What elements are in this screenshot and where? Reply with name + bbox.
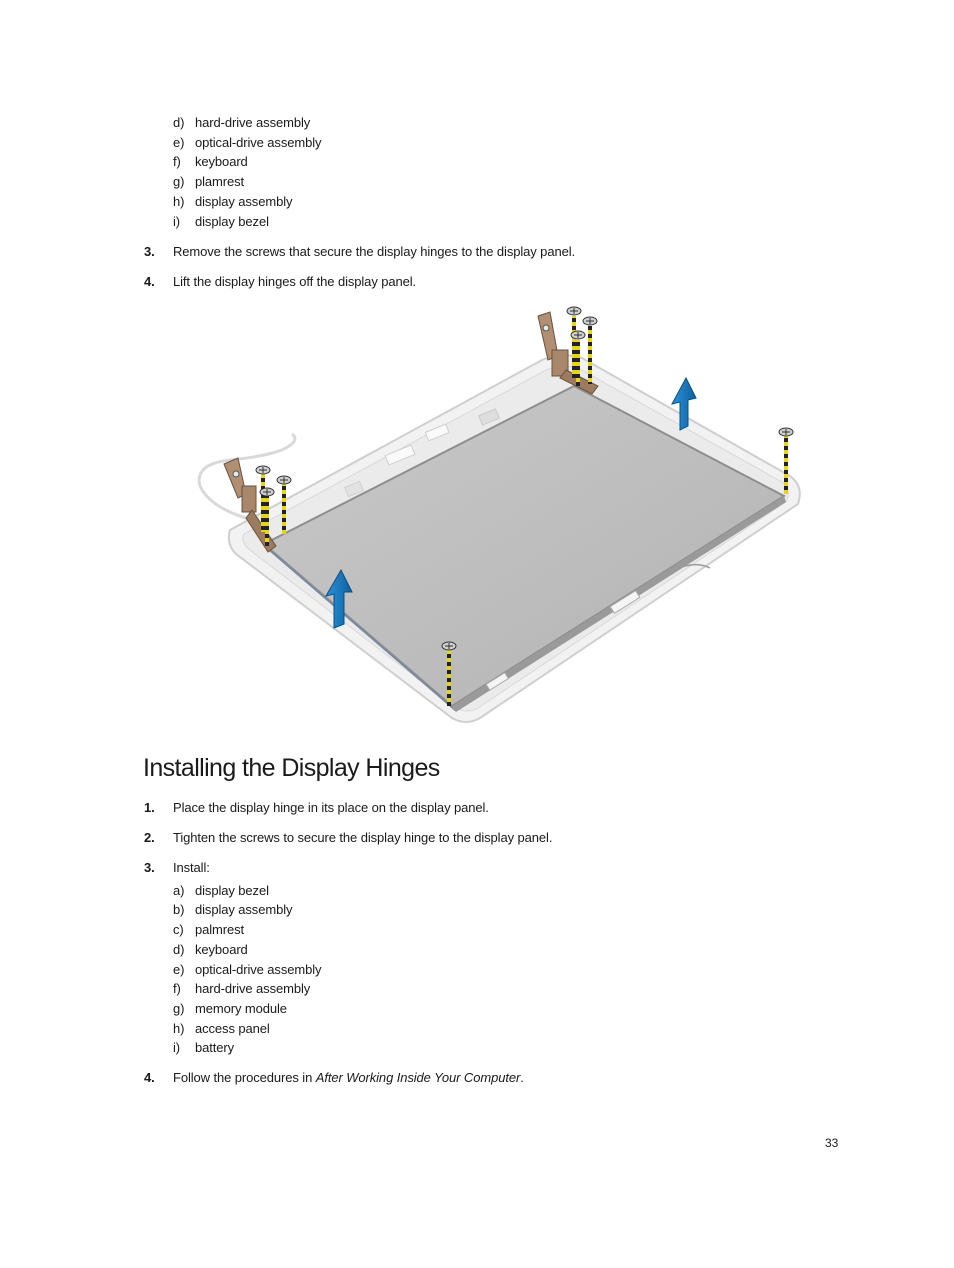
step-text: Tighten the screws to secure the display hinge to the display panel. xyxy=(173,830,553,845)
step-number: 4. xyxy=(144,1070,155,1085)
list-text: display bezel xyxy=(195,883,269,898)
step-text-after: . xyxy=(520,1070,524,1085)
list-text: display assembly xyxy=(195,194,293,209)
list-text: hard-drive assembly xyxy=(195,981,311,996)
page-number: 33 xyxy=(825,1136,839,1150)
after-working-inside-link[interactable]: After Working Inside Your Computer xyxy=(315,1070,521,1085)
step-text: Remove the screws that secure the display hinges to the display panel. xyxy=(173,244,576,259)
list-letter: f) xyxy=(173,981,181,996)
list-text: display assembly xyxy=(195,902,293,917)
step-text: Lift the display hinges off the display panel. xyxy=(173,274,417,289)
list-text: optical-drive assembly xyxy=(195,962,322,977)
step-text xyxy=(173,1070,524,1086)
display-hinge-removal-illustration xyxy=(190,298,820,730)
list-letter: i) xyxy=(173,214,181,229)
list-letter: d) xyxy=(173,942,185,957)
list-letter: i) xyxy=(173,1040,181,1055)
list-letter: h) xyxy=(173,1021,185,1036)
page-title: Installing the Display Hinges xyxy=(143,754,440,782)
step-number: 4. xyxy=(144,274,155,289)
list-letter: e) xyxy=(173,962,185,977)
step-number: 3. xyxy=(144,860,155,875)
step-number: 2. xyxy=(144,830,155,845)
list-text: optical-drive assembly xyxy=(195,135,322,150)
list-text: hard-drive assembly xyxy=(195,115,311,130)
list-text: battery xyxy=(195,1040,235,1055)
list-text: access panel xyxy=(195,1021,270,1036)
list-text: keyboard xyxy=(195,942,248,957)
list-letter: d) xyxy=(173,115,185,130)
step-text: Install: xyxy=(173,860,210,875)
list-text: memory module xyxy=(195,1001,287,1016)
step-text-before: Follow the procedures in xyxy=(173,1070,316,1085)
list-letter: b) xyxy=(173,902,185,917)
list-letter: a) xyxy=(173,883,185,898)
list-letter: g) xyxy=(173,1001,185,1016)
list-text: keyboard xyxy=(195,154,248,169)
step-number: 3. xyxy=(144,244,155,259)
list-letter: f) xyxy=(173,154,181,169)
list-letter: c) xyxy=(173,922,184,937)
step-text: Place the display hinge in its place on the display panel. xyxy=(173,800,489,815)
step-number: 1. xyxy=(144,800,155,815)
list-letter: h) xyxy=(173,194,185,209)
list-letter: e) xyxy=(173,135,185,150)
list-letter: g) xyxy=(173,174,185,189)
list-text: plamrest xyxy=(195,174,245,189)
list-text: palmrest xyxy=(195,922,245,937)
list-text: display bezel xyxy=(195,214,269,229)
